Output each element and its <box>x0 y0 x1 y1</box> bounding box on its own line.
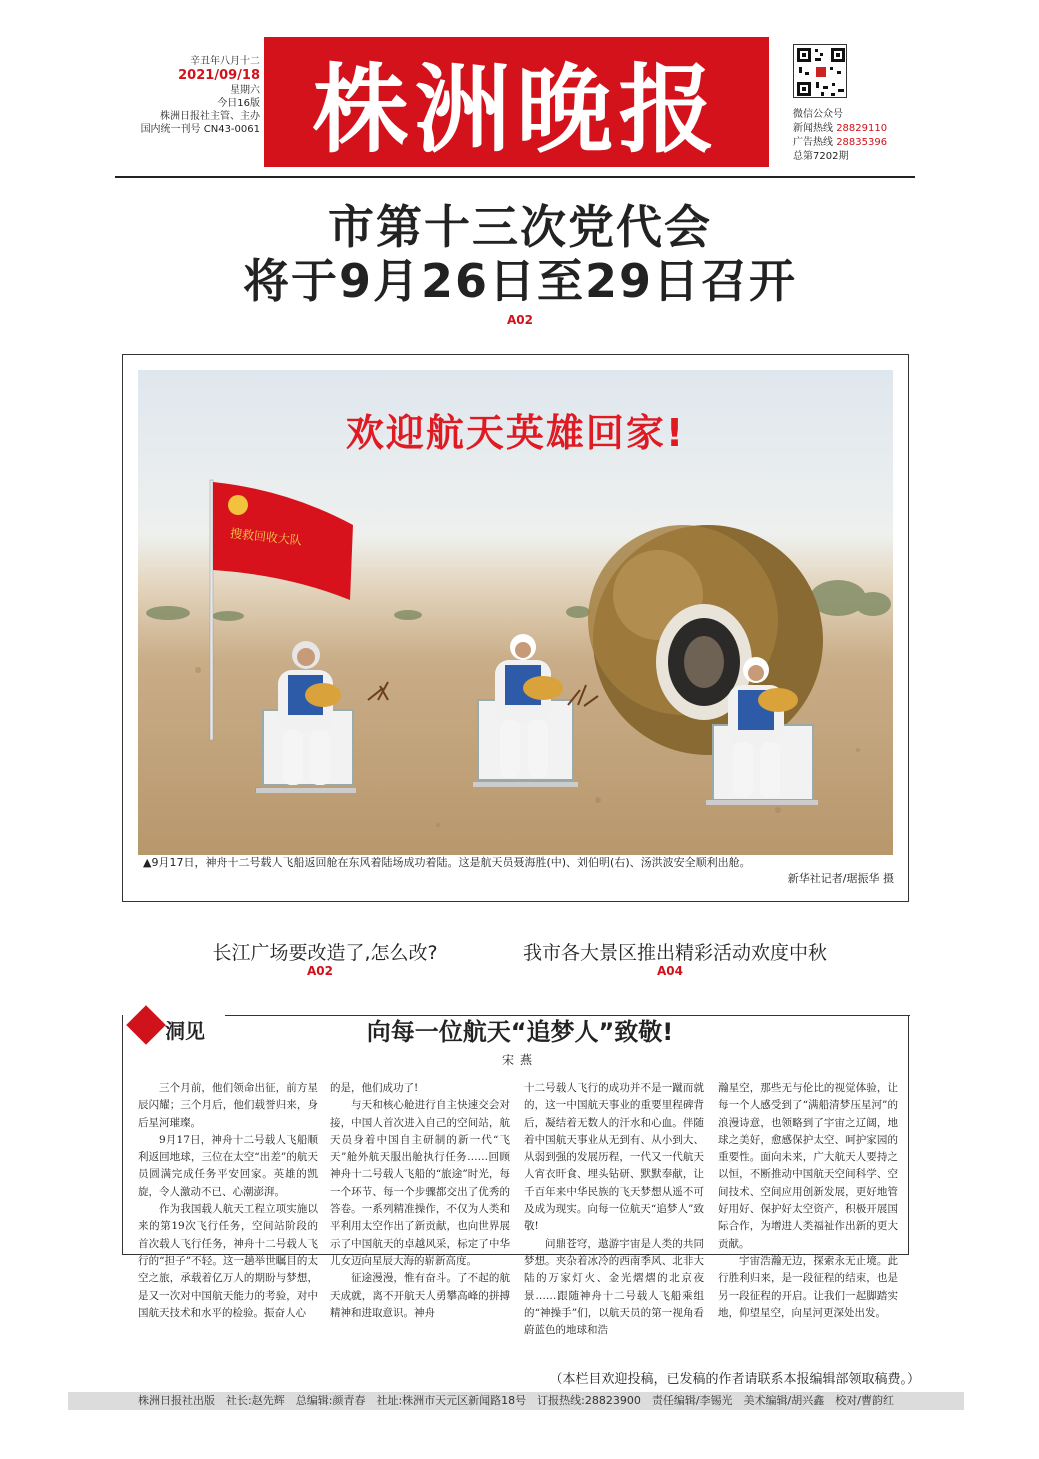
editorial-column-3 <box>524 1080 704 1339</box>
sponsor: 株洲日报社主管、主办 <box>160 111 260 122</box>
news-hotline: 新闻热线 28829110 <box>793 123 888 134</box>
landing-photo <box>138 370 893 855</box>
footer-credits: 株洲日报社出版 社长:赵先辉 总编辑:颜青春 社址:株洲市天元区新闻路18号 订报热线:28823900 责任编辑/李锡光 美术编辑/胡兴鑫 校对/曹韵红 <box>138 1394 894 1407</box>
paragraph: 9月17日，神舟十二号载人飞船顺利返回地球，三位在太空“出差”的航天员圆满完成任务平安回家。英雄的凯旋，令人激动不已、心潮澎湃。 <box>138 1133 318 1198</box>
paragraph: 十二号载人飞行的成功并不是一蹴而就的，这一中国航天事业的重要里程碑背后，凝结着无数人的汗水和心血。伴随着中国航天事业从无到有、从小到大、从弱到强的发展历程，一代又一代航天人宵衣旰食、埋头钻研、默默奉献，让千百年来中华民族的飞天梦想从遥不可及成为现实。向每一位航天“追梦人”致敬! <box>524 1082 704 1233</box>
masthead-right-info <box>793 108 923 164</box>
teaser-1-page-ref[interactable]: A02 <box>307 964 333 978</box>
footer-bar <box>68 1392 964 1410</box>
newspaper-title: 株洲晚报 <box>312 52 721 166</box>
masthead-banner <box>264 37 769 167</box>
teaser-2-page-ref[interactable]: A04 <box>657 964 683 978</box>
editorial-author: 宋燕 <box>501 1053 538 1067</box>
weekday: 星期六 <box>230 85 260 96</box>
paragraph: 瀚星空，那些无与伦比的视觉体验，让每一个人感受到了“满船清梦压星河”的浪漫诗意，也领略到了宇宙之辽阔，地球之美好，愈感保护太空、呵护家园的重要性。面向未来，广大航天人要持之以恒，不断推动中国航天空间科学、空间技术、空间应用创新发展，更好地管好用好、保护好太空资产，积极开展国际合作，为增进人类福祉作出新的更大贡献。 <box>718 1082 898 1250</box>
paragraph: 征途漫漫，惟有奋斗。了不起的航天成就，离不开航天人勇攀高峰的拼搏精神和进取意识。神舟 <box>330 1272 510 1319</box>
teaser-link-1[interactable]: 长江广场要改造了,怎么改? <box>212 942 438 964</box>
photo-caption: ▲9月17日，神舟十二号载人飞船返回舱在东风着陆场成功着陆。这是航天员聂海胜(中)、刘伯明(右)、汤洪波安全顺利出舱。 <box>143 856 751 869</box>
diamond-icon <box>126 1005 166 1045</box>
masthead-rule <box>115 176 915 178</box>
headline-line-1: 市第十三次党代会 <box>328 200 712 254</box>
editorial-title[interactable]: 向每一位航天“追梦人”致敬! <box>366 1018 674 1046</box>
teaser-link-2[interactable]: 我市各大景区推出精彩活动欢度中秋 <box>522 942 827 964</box>
paragraph: 的是，他们成功了! <box>330 1082 419 1094</box>
paragraph: 作为我国载人航天工程立项实施以来的第19次飞行任务，空间站阶段的首次载人飞行任务，神舟十二号载人飞行的“担子”不轻。这一趟举世瞩目的太空之旅，承载着亿万人的期盼与梦想，是又一次对中国航天能力的考验，对中国航天技术和水平的检验。振奋人心 <box>138 1203 318 1319</box>
page-count: 今日16版 <box>217 98 260 109</box>
photo-title: 欢迎航天英雄回家! <box>345 411 686 455</box>
lunar-date: 辛丑年八月十二 <box>190 56 260 67</box>
column-name: 洞见 <box>165 1019 205 1043</box>
flag-text: 搜救回收大队 <box>229 526 303 548</box>
headline-line-2: 将于9月26日至29日召开 <box>242 254 798 308</box>
editorial-column-2 <box>330 1080 510 1322</box>
paragraph: 问鼎苍穹，遨游宇宙是人类的共同梦想。夹杂着冰冷的西南季风、北非大陆的万家灯火、金光熠熠的北京夜景……跟随神舟十二号载人飞船乘组的“神操手”们，以航天员的第一视角看蔚蓝色的地球和浩 <box>524 1237 704 1337</box>
paragraph: 与天和核心舱进行自主快速交会对接，中国人首次进入自己的空间站，航天员身着中国自主研制的新一代“飞天”舱外航天服出舱执行任务……回顾神舟十二号载人飞船的“旅途”时光，每一个环节、每一个步骤都交出了优秀的答卷。一系列精准操作，不仅为人类和平利用太空作出了新贡献，也向世界展示了中国航天的卓越风采，标定了中华儿女迈向星辰大海的崭新高度。 <box>330 1099 510 1267</box>
editorial-column-1 <box>138 1080 318 1322</box>
issue-date: 2021/09/18 <box>178 68 260 83</box>
photo-box <box>122 354 909 902</box>
wechat-label: 微信公众号 <box>793 109 843 120</box>
paragraph: 三个月前，他们领命出征，前方星辰闪耀；三个月后，他们载誉归来，身后星河璀璨。 <box>138 1082 318 1129</box>
column-badge <box>120 1005 230 1045</box>
paragraph: 宇宙浩瀚无边，探索永无止境。此行胜利归来，是一段征程的结束，也是另一段征程的开启。让我们一起脚踏实地，仰望星空，向星河更深处出发。 <box>718 1254 898 1319</box>
editorial-column-4 <box>718 1080 898 1322</box>
masthead-left-info <box>140 55 260 136</box>
cn-number: 国内统一刊号 CN43-0061 <box>140 124 260 135</box>
qr-code <box>793 44 847 98</box>
issue-number: 总第7202期 <box>793 151 849 162</box>
photo-credit: 新华社记者/琚振华 摄 <box>787 872 894 885</box>
submission-note: （本栏目欢迎投稿，已发稿的作者请联系本报编辑部领取稿费。） <box>549 1372 920 1387</box>
ad-hotline: 广告热线 28835396 <box>793 137 888 148</box>
headline-page-ref[interactable]: A02 <box>507 313 533 327</box>
lead-headline[interactable] <box>120 200 920 308</box>
